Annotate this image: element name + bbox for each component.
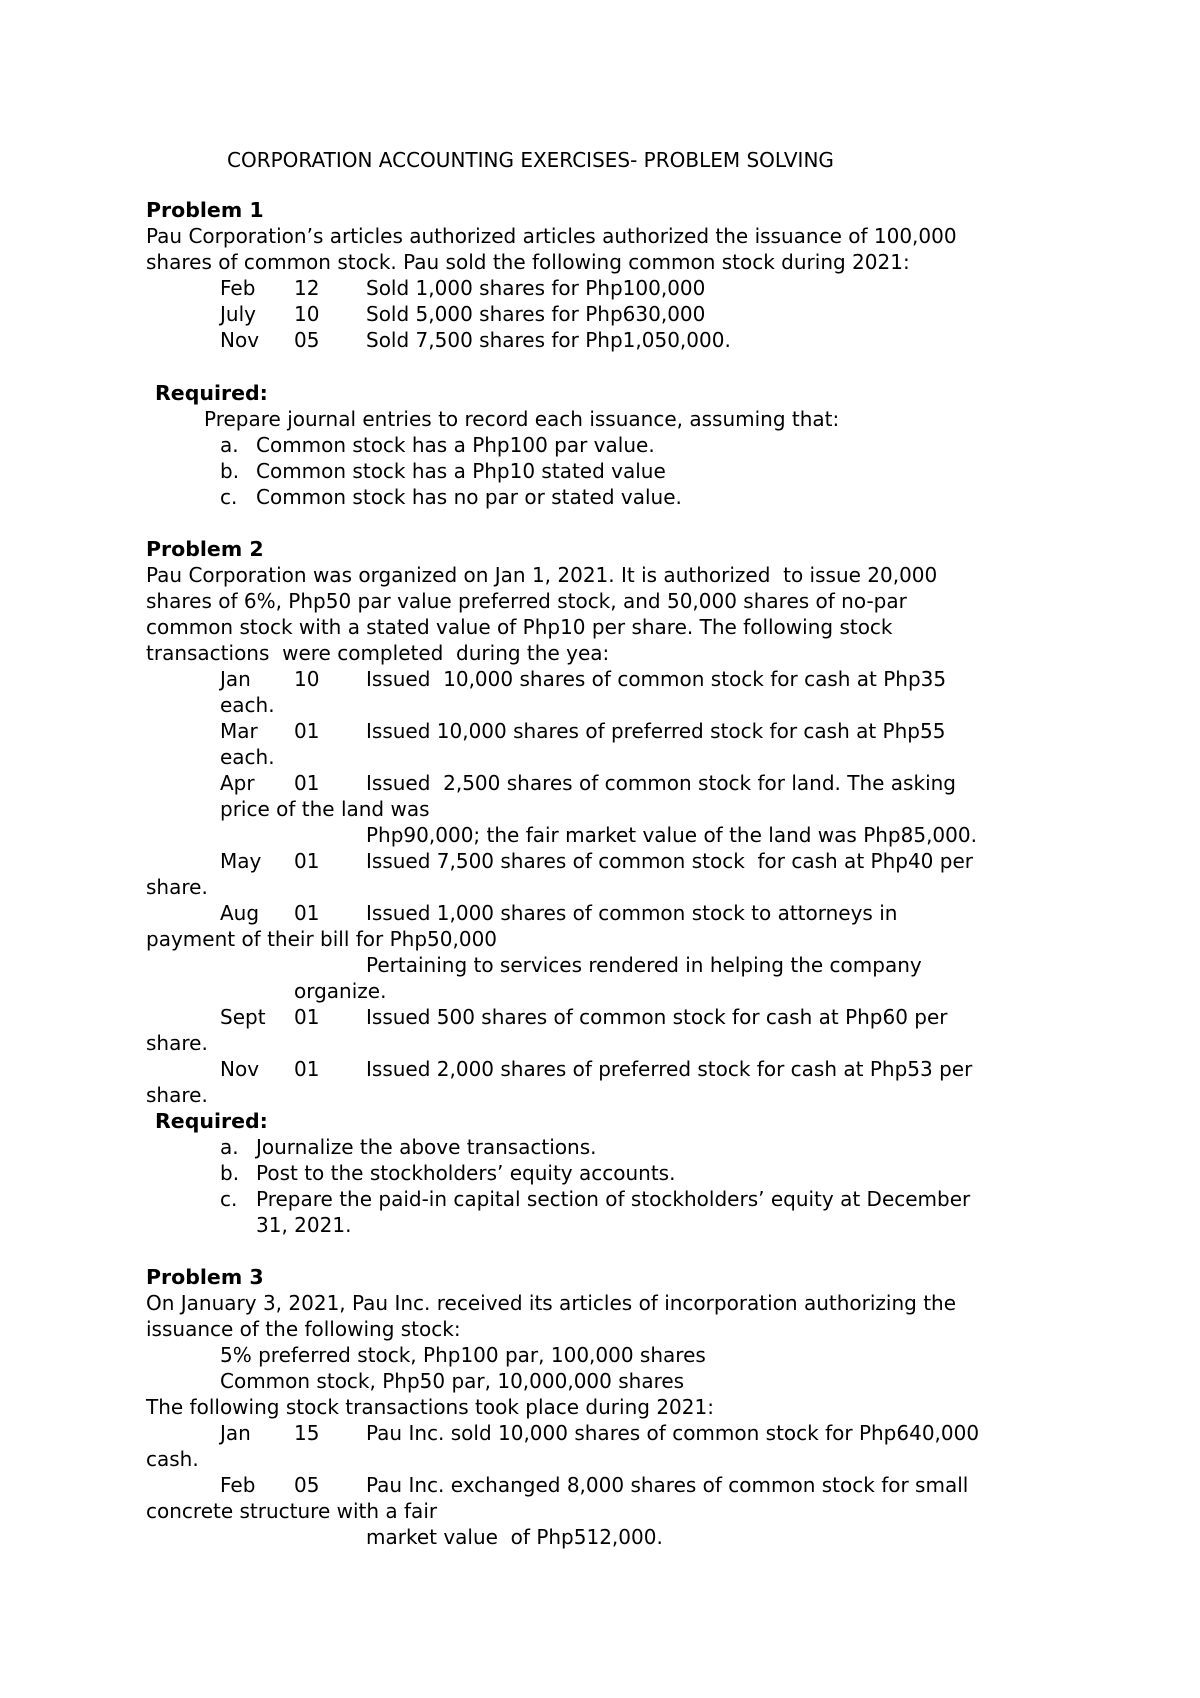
list-marker: b. bbox=[220, 459, 240, 483]
transaction-text-wrap: price of the land was bbox=[220, 797, 430, 821]
list-item: Prepare the paid-in capital section of stockholders’ equity at December bbox=[256, 1187, 971, 1211]
transaction-text-cont: Php90,000; the fair market value of the land was Php85,000. bbox=[366, 823, 977, 847]
problem-2-intro-line: shares of 6%, Php50 par value preferred stock, and 50,000 shares of no-par bbox=[146, 589, 907, 613]
transaction-text: Issued 10,000 shares of common stock for cash at Php35 bbox=[366, 667, 947, 691]
required-intro: Prepare journal entries to record each issuance, assuming that: bbox=[204, 407, 840, 431]
list-marker: a. bbox=[220, 433, 239, 457]
problem-3-heading: Problem 3 bbox=[146, 1265, 264, 1289]
transaction-day: 01 bbox=[294, 849, 320, 873]
transaction-text-wrap: payment of their bill for Php50,000 bbox=[146, 927, 498, 951]
transaction-text-wrap: each. bbox=[220, 693, 275, 717]
problem-3-intro-line: On January 3, 2021, Pau Inc. received its articles of incorporation authorizing the bbox=[146, 1291, 957, 1315]
transaction-month: Jan bbox=[220, 1421, 251, 1445]
transaction-day: 10 bbox=[294, 667, 320, 691]
transaction-month: Mar bbox=[220, 719, 258, 743]
list-item-wrap: 31, 2021. bbox=[256, 1213, 352, 1237]
list-item: Post to the stockholders’ equity accounts. bbox=[256, 1161, 676, 1185]
transaction-month: Jan bbox=[220, 667, 251, 691]
list-item: Common stock has a Php10 stated value bbox=[256, 459, 666, 483]
document-title: CORPORATION ACCOUNTING EXERCISES- PROBLEM SOLVING bbox=[227, 148, 834, 172]
transaction-day: 05 bbox=[294, 328, 320, 352]
required-heading: Required: bbox=[155, 381, 268, 405]
transaction-text: Issued 500 shares of common stock for cash at Php60 per bbox=[366, 1005, 948, 1029]
transaction-text: Issued 1,000 shares of common stock to attorneys in bbox=[366, 901, 898, 925]
problem-1-intro-line: Pau Corporation’s articles authorized articles authorized the issuance of 100,000 bbox=[146, 224, 957, 248]
transaction-text-cont: market value of Php512,000. bbox=[366, 1525, 663, 1549]
transaction-day: 10 bbox=[294, 302, 320, 326]
problem-3-lead: The following stock transactions took place during 2021: bbox=[146, 1395, 714, 1419]
stock-class-line: 5% preferred stock, Php100 par, 100,000 shares bbox=[220, 1343, 706, 1367]
transaction-text: Sold 1,000 shares for Php100,000 bbox=[366, 276, 706, 300]
transaction-text: Issued 7,500 shares of common stock for cash at Php40 per bbox=[366, 849, 973, 873]
problem-2-intro-line: transactions were completed during the yea: bbox=[146, 641, 610, 665]
problem-3-intro-line: issuance of the following stock: bbox=[146, 1317, 461, 1341]
problem-2-intro-line: common stock with a stated value of Php10 per share. The following stock bbox=[146, 615, 893, 639]
transaction-month: Nov bbox=[220, 1057, 260, 1081]
list-item: Common stock has a Php100 par value. bbox=[256, 433, 655, 457]
transaction-text-wrap: cash. bbox=[146, 1447, 199, 1471]
list-marker: b. bbox=[220, 1161, 240, 1185]
problem-1-intro-line: shares of common stock. Pau sold the following common stock during 2021: bbox=[146, 250, 910, 274]
transaction-text-wrap: share. bbox=[146, 1083, 208, 1107]
transaction-day: 12 bbox=[294, 276, 320, 300]
transaction-text: Pau Inc. exchanged 8,000 shares of common stock for small bbox=[366, 1473, 969, 1497]
list-marker: c. bbox=[220, 485, 238, 509]
transaction-month: Apr bbox=[220, 771, 255, 795]
transaction-text: Issued 2,000 shares of preferred stock for cash at Php53 per bbox=[366, 1057, 973, 1081]
transaction-text-wrap: share. bbox=[146, 875, 208, 899]
transaction-month: Feb bbox=[220, 1473, 256, 1497]
required-heading: Required: bbox=[155, 1109, 268, 1133]
transaction-text: Issued 2,500 shares of common stock for land. The asking bbox=[366, 771, 956, 795]
problem-2-heading: Problem 2 bbox=[146, 537, 264, 561]
transaction-day: 05 bbox=[294, 1473, 320, 1497]
transaction-text: Sold 7,500 shares for Php1,050,000. bbox=[366, 328, 731, 352]
transaction-day: 15 bbox=[294, 1421, 320, 1445]
problem-2-intro-line: Pau Corporation was organized on Jan 1, 2021. It is authorized to issue 20,000 bbox=[146, 563, 938, 587]
transaction-text-wrap: each. bbox=[220, 745, 275, 769]
transaction-day: 01 bbox=[294, 719, 320, 743]
transaction-text-cont: Pertaining to services rendered in helping the company bbox=[366, 953, 922, 977]
stock-class-line: Common stock, Php50 par, 10,000,000 shares bbox=[220, 1369, 685, 1393]
transaction-text-wrap: concrete structure with a fair bbox=[146, 1499, 438, 1523]
list-marker: a. bbox=[220, 1135, 239, 1159]
transaction-month: Sept bbox=[220, 1005, 266, 1029]
list-item: Common stock has no par or stated value. bbox=[256, 485, 682, 509]
transaction-text-wrap: share. bbox=[146, 1031, 208, 1055]
transaction-text: Pau Inc. sold 10,000 shares of common stock for Php640,000 bbox=[366, 1421, 980, 1445]
transaction-text-cont: organize. bbox=[294, 979, 387, 1003]
list-marker: c. bbox=[220, 1187, 238, 1211]
transaction-month: Aug bbox=[220, 901, 260, 925]
problem-1-heading: Problem 1 bbox=[146, 198, 264, 222]
transaction-day: 01 bbox=[294, 1005, 320, 1029]
transaction-text: Sold 5,000 shares for Php630,000 bbox=[366, 302, 706, 326]
list-item: Journalize the above transactions. bbox=[256, 1135, 597, 1159]
transaction-month: Nov bbox=[220, 328, 260, 352]
transaction-month: July bbox=[220, 302, 256, 326]
transaction-text: Issued 10,000 shares of preferred stock for cash at Php55 bbox=[366, 719, 946, 743]
transaction-day: 01 bbox=[294, 771, 320, 795]
transaction-month: May bbox=[220, 849, 262, 873]
transaction-month: Feb bbox=[220, 276, 256, 300]
transaction-day: 01 bbox=[294, 1057, 320, 1081]
transaction-day: 01 bbox=[294, 901, 320, 925]
